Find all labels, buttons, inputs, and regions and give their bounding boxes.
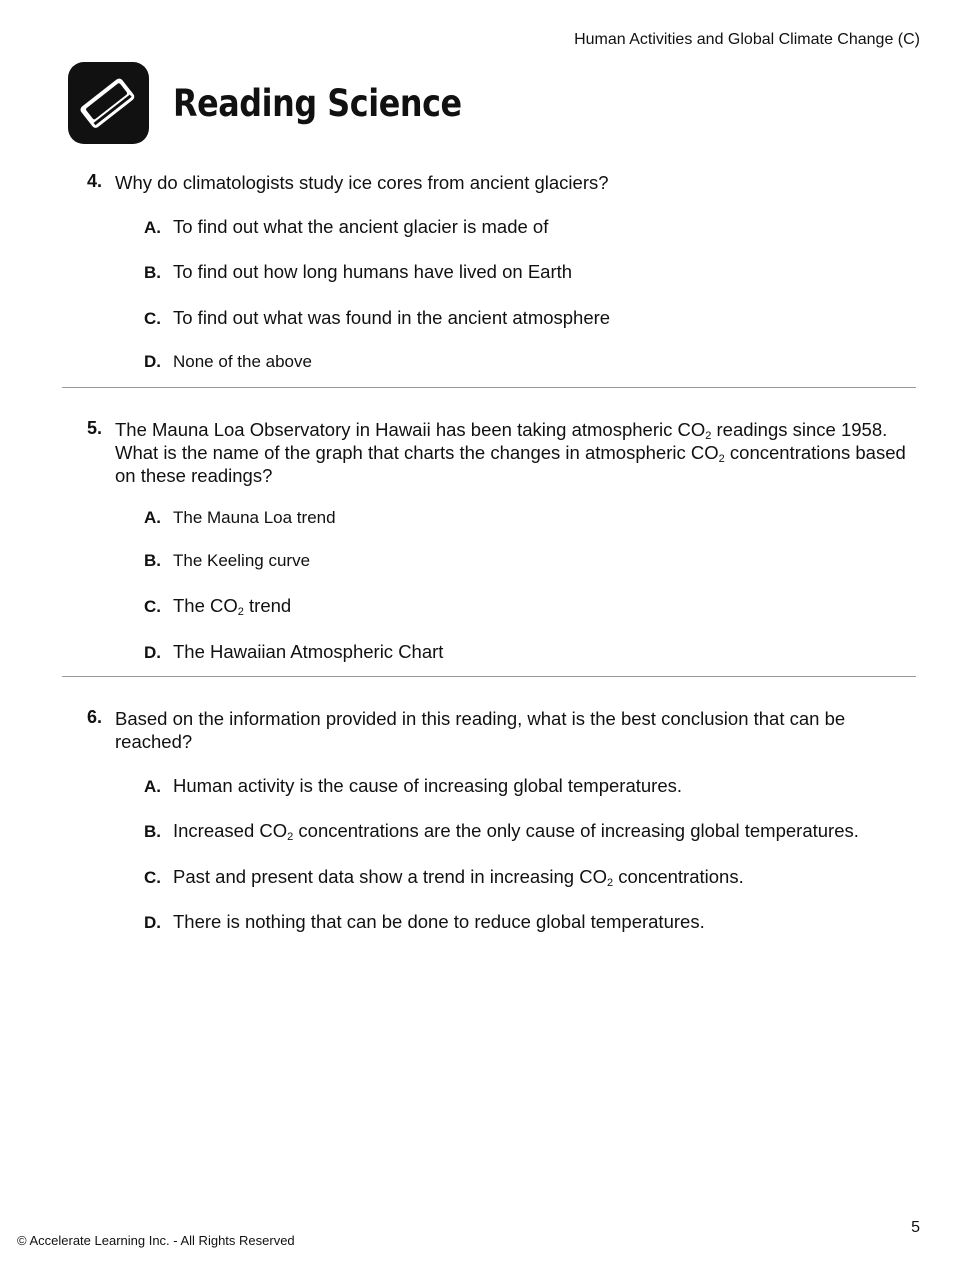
question-number: 5.: [87, 418, 103, 438]
option-text: To find out what the ancient glacier is made of: [173, 216, 549, 237]
option-letter: A.: [144, 508, 161, 527]
option-letter: C.: [144, 597, 161, 616]
option-text: Increased $CO_2$ concentrations are the only cause of increasing global temperatures.: [173, 820, 859, 843]
page-number: 5: [911, 1219, 920, 1236]
question-number: 4.: [87, 171, 103, 191]
course-title: Human Activities and Global Climate Change (C): [574, 31, 920, 48]
option-5b[interactable]: [144, 551, 310, 571]
question-5: [87, 418, 927, 487]
option-text: The $CO_2$ trend: [173, 595, 292, 618]
option-text: There is nothing that can be done to reduce global temperatures.: [173, 911, 705, 932]
question-number: 6.: [87, 707, 103, 727]
option-text: The Mauna Loa trend: [173, 508, 336, 527]
option-text: To find out how long humans have lived on Earth: [173, 261, 573, 282]
option-5a[interactable]: [144, 508, 336, 528]
option-letter: B.: [144, 551, 161, 570]
option-letter: B.: [144, 263, 161, 282]
option-letter: D.: [144, 352, 161, 371]
option-6a[interactable]: [144, 775, 682, 797]
option-text: Human activity is the cause of increasing global temperatures.: [173, 775, 683, 796]
question-text: The Mauna Loa Observatory in Hawaii has been taking atmospheric $CO_2$ readings since 1958. What is the name of the graph that charts the changes in atmospheric $CO_2$ concentrations based on these readings?: [115, 419, 906, 486]
option-letter: D.: [144, 643, 161, 662]
question-4: [87, 171, 927, 194]
option-4b[interactable]: [144, 261, 572, 283]
option-text: The Keeling curve: [173, 551, 311, 570]
option-letter: C.: [144, 868, 161, 887]
option-letter: A.: [144, 777, 161, 796]
option-letter: A.: [144, 218, 161, 237]
option-text: Past and present data show a trend in increasing $CO_2$ concentrations.: [173, 866, 744, 889]
question-6: [87, 707, 927, 753]
question-text: Why do climatologists study ice cores from ancient glaciers?: [115, 172, 609, 193]
option-6c[interactable]: [144, 866, 744, 888]
option-6d[interactable]: [144, 911, 705, 933]
question-text: Based on the information provided in this reading, what is the best conclusion that can be reached?: [115, 708, 846, 752]
divider: [62, 676, 916, 677]
option-5c[interactable]: [144, 595, 291, 617]
page-title: Reading Science: [173, 82, 462, 125]
option-text: The Hawaiian Atmospheric Chart: [173, 641, 444, 662]
option-4d[interactable]: [144, 352, 312, 372]
option-4c[interactable]: [144, 307, 610, 329]
book-icon: [68, 62, 149, 144]
option-text: None of the above: [173, 352, 312, 371]
option-letter: D.: [144, 913, 161, 932]
copyright: © Accelerate Learning Inc. - All Rights Reserved: [17, 1233, 295, 1248]
option-5d[interactable]: [144, 641, 443, 663]
option-6b[interactable]: [144, 820, 859, 842]
divider: [62, 387, 916, 388]
option-letter: B.: [144, 822, 161, 841]
option-text: To find out what was found in the ancient atmosphere: [173, 307, 611, 328]
option-letter: C.: [144, 309, 161, 328]
option-4a[interactable]: [144, 216, 548, 238]
